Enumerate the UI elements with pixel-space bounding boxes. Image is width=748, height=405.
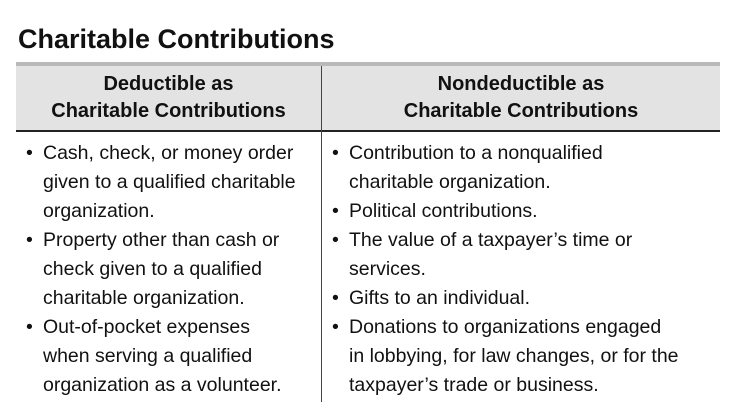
- list-item-continuation: [26, 371, 321, 400]
- list-item: [332, 284, 722, 313]
- list-item-text: organization as a volunteer.: [43, 374, 282, 396]
- nondeductible-list: [332, 139, 722, 400]
- list-item: [26, 139, 321, 168]
- list-item: [26, 313, 321, 342]
- list-item-continuation: [26, 197, 321, 226]
- list-item-text: Cash, check, or money order: [43, 142, 294, 164]
- header-line: Charitable Contributions: [403, 100, 639, 122]
- list-item-text: Out-of-pocket expenses: [43, 316, 251, 338]
- bullet-icon: •: [332, 200, 339, 222]
- list-item-text: charitable organization.: [349, 171, 551, 193]
- list-item-text: Contribution to a nonqualified: [349, 142, 603, 164]
- list-item-text: Property other than cash or: [43, 229, 280, 251]
- list-item-text: when serving a qualified: [43, 345, 253, 367]
- list-item-continuation: [26, 284, 321, 313]
- list-item-text: in lobbying, for law changes, or for the: [349, 345, 679, 367]
- list-item-text: given to a qualified charitable: [43, 171, 296, 193]
- contributions-table: [16, 62, 720, 402]
- list-item-text: charitable organization.: [43, 287, 245, 309]
- list-item-continuation: [26, 168, 321, 197]
- header-line: Charitable Contributions: [51, 100, 286, 122]
- bullet-icon: •: [26, 142, 33, 164]
- list-item: [332, 226, 722, 255]
- bullet-icon: •: [332, 287, 339, 309]
- list-item: [26, 226, 321, 255]
- header-deductible: [16, 66, 321, 130]
- list-item-continuation: [26, 342, 321, 371]
- list-item: [332, 139, 722, 168]
- page-title: Charitable Contributions: [18, 24, 335, 54]
- list-item: [332, 313, 722, 342]
- list-item-continuation: [332, 168, 722, 197]
- bullet-icon: •: [332, 229, 339, 251]
- bullet-icon: •: [332, 142, 339, 164]
- list-item-text: Donations to organizations engaged: [349, 316, 662, 338]
- list-item-continuation: [26, 255, 321, 284]
- bullet-icon: •: [26, 229, 33, 251]
- header-line: Nondeductible as: [437, 73, 605, 95]
- table-header: [16, 66, 720, 130]
- bullet-icon: •: [26, 316, 33, 338]
- deductible-list: [26, 139, 321, 400]
- list-item-text: organization.: [43, 200, 155, 222]
- list-item-text: check given to a qualified: [43, 258, 262, 280]
- list-item-text: taxpayer’s trade or business.: [349, 374, 599, 396]
- list-item-continuation: [332, 371, 722, 400]
- header-line: Deductible as: [103, 73, 234, 95]
- list-item-text: Political contributions.: [349, 200, 538, 222]
- header-nondeductible: [322, 66, 720, 130]
- list-item-text: The value of a taxpayer’s time or: [349, 229, 633, 251]
- header-divider: [16, 130, 720, 132]
- bullet-icon: •: [332, 316, 339, 338]
- list-item-continuation: [332, 342, 722, 371]
- column-divider: [321, 66, 322, 402]
- list-item-text: services.: [349, 258, 426, 280]
- list-item-continuation: [332, 255, 722, 284]
- list-item-text: Gifts to an individual.: [349, 287, 531, 309]
- list-item: [332, 197, 722, 226]
